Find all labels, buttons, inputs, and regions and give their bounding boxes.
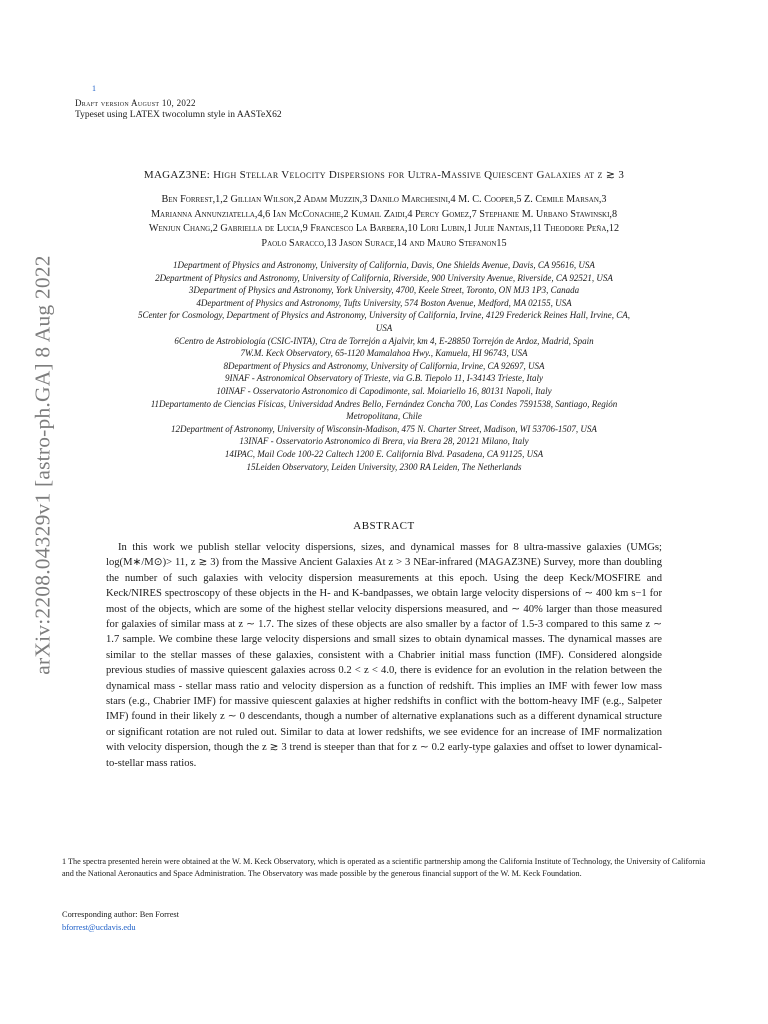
affiliation: 11Departamento de Ciencias Físicas, Universidad Andres Bello, Fernández Concha 700, Las Condes 7591538, Santiago, Región: [150, 398, 618, 409]
affiliation: 1Department of Physics and Astronomy, University of California, Davis, One Shields Avenue, Davis, CA 95616, USA: [173, 260, 595, 270]
affiliation: 2Department of Physics and Astronomy, University of California, Riverside, 900 University Avenue, Riverside, CA 92521, USA: [155, 272, 613, 283]
affiliation: 6Centro de Astrobiología (CSIC-INTA), Ctra de Torrejón a Ajalvir, km 4, E-28850 Torrejón de Ardoz, Madrid, Spain: [174, 335, 594, 346]
affiliation: Metropolitana, Chile: [346, 411, 422, 422]
footnote-text: 1 The spectra presented herein were obtained at the W. M. Keck Observatory, which is operated as a scientific partnership among the California Institute of Technology, the University of California and the National Aeronautics and Space Administration. The Observatory was made possible by the generous financial support of the W. M. Keck Foundation.: [62, 857, 706, 878]
draft-line: Draft version August 10, 2022: [75, 98, 196, 108]
abstract-heading: ABSTRACT: [353, 520, 415, 532]
abstract-text: In this work we publish stellar velocity dispersions, sizes, and dynamical masses for 8 ultra-massive galaxies (UMGs; log(M∗/M⊙)> 11, z ≳ 3) from the Massive Ancient Galaxies At z > 3 NEar-infrared (MAGAZ3NE) Survey, more than doubling the number of such galaxies with velocity dispersion measurements at this epoch. Using the deep Keck/MOSFIRE and Keck/NIRES spectroscopy of these objects in the H- and K-bandpasses, we obtain large velocity dispersions of ∼ 400 km s−1 for most of the objects, which are some of the highest stellar velocity dispersions measured, and ∼ 40% larger than those measured for galaxies of similar mass at z ∼ 1.7. The sizes of these objects are also smaller by a factor of 1.5-3 compared to this same z ∼ 1.7 sample. We combine these large velocity dispersions and small sizes to obtain dynamical masses. The dynamical masses are similar to the stellar masses of these galaxies, consistent with a Chabrier initial mass function (IMF). Considered alongside previous studies of massive quiescent galaxies across 0.2 < z < 4.0, there is evidence for an evolution in the relation between the dynamical mass - stellar mass ratio and velocity dispersion as a function of redshift. This implies an IMF with fewer low mass stars (e.g., Chabrier IMF) for massive quiescent galaxies at higher redshifts in conflict with the bottom-heavy IMF (e.g., Salpeter IMF) found in their likely z ∼ 0 descendants, though a number of alternative explanations such as a different dynamical structure or significant rotation are not ruled out. Similar to data at lower redshifts, we see evidence for an increase of IMF normalization with velocity dispersion, though the z ≳ 3 trend is steeper than that for z ∼ 0.2 early-type galaxies and offset to lower dynamical-to-stellar mass ratios.: [106, 542, 662, 769]
affiliation: 14IPAC, Mail Code 100-22 Caltech 1200 E. California Blvd. Pasadena, CA 91125, USA: [224, 448, 544, 459]
arxiv-id: arXiv:2208.04329v1 [astro-ph.GA] 8 Aug 2022: [30, 255, 55, 675]
affiliation: 3Department of Physics and Astronomy, York University, 4700, Keele Street, Toronto, ON MJ3 1P3, Canada: [188, 285, 580, 296]
affiliation: 10INAF - Osservatorio Astronomico di Capodimonte, sal. Moiariello 16, 80131 Napoli, Italy: [216, 385, 552, 396]
draft-version: [75, 98, 196, 108]
author-email-link[interactable]: bforrest@ucdavis.edu: [62, 923, 136, 932]
corresponding-author-block: [62, 908, 179, 934]
author-line[interactable]: Ben Forrest,1,2 Gillian Wilson,2 Adam Muzzin,3 Danilo Marchesini,4 M. C. Cooper,5 Z. Cemile Marsan,3: [161, 194, 607, 205]
affiliation: 7W.M. Keck Observatory, 65-1120 Mamalahoa Hwy., Kamuela, HI 96743, USA: [240, 348, 528, 359]
affiliation: USA: [375, 322, 393, 333]
affiliation-list: [60, 259, 708, 473]
author-line[interactable]: Marianna Annunziatella,4,6 Ian McConachie,2 Kumail Zaidi,4 Percy Gomez,7 Stephanie M. Urbano Stawinski,8: [150, 208, 618, 220]
affiliation: 4Department of Physics and Astronomy, Tufts University, 574 Boston Avenue, Medford, MA 02155, USA: [196, 297, 572, 308]
author-line[interactable]: Wenjun Chang,2 Gabriella de Lucia,9 Francesco La Barbera,10 Lori Lubin,1 Julie Nantais,11 Theodore Peña,12: [148, 223, 620, 234]
affiliation: 5Center for Cosmology, Department of Physics and Astronomy, University of California, Irvine, 4129 Frederick Reines Hall, Irvine, CA,: [137, 310, 631, 321]
footnote-mark[interactable]: 1: [92, 84, 96, 93]
affiliation: 8Department of Physics and Astronomy, University of California, Irvine, CA 92697, USA: [223, 360, 545, 371]
corresponding-author: Corresponding author: Ben Forrest: [62, 910, 180, 919]
affiliation: 15Leiden Observatory, Leiden University, 2300 RA Leiden, The Netherlands: [246, 461, 522, 472]
affiliation: 9INAF - Astronomical Observatory of Trieste, via G.B. Tiepolo 11, I-34143 Trieste, Italy: [224, 373, 544, 384]
paper-title: MAGAZ3NE: High Stellar Velocity Dispersions for Ultra-Massive Quiescent Galaxies at z ≳ 3: [143, 169, 625, 181]
author-line[interactable]: Paolo Saracco,13 Jason Surace,14 and Mauro Stefanon15: [261, 237, 507, 249]
arxiv-identifier-stamp: [28, 250, 58, 680]
affiliation: 12Department of Astronomy, University of Wisconsin-Madison, 475 N. Charter Street, Madison, WI 53706-1507, USA: [171, 423, 597, 434]
author-list: [60, 193, 708, 251]
affiliation: 13INAF - Osservatorio Astronomico di Brera, via Brera 28, 20121 Milano, Italy: [239, 436, 529, 447]
typeset-line: Typeset using LATEX twocolumn style in AASTeX62: [75, 110, 282, 120]
